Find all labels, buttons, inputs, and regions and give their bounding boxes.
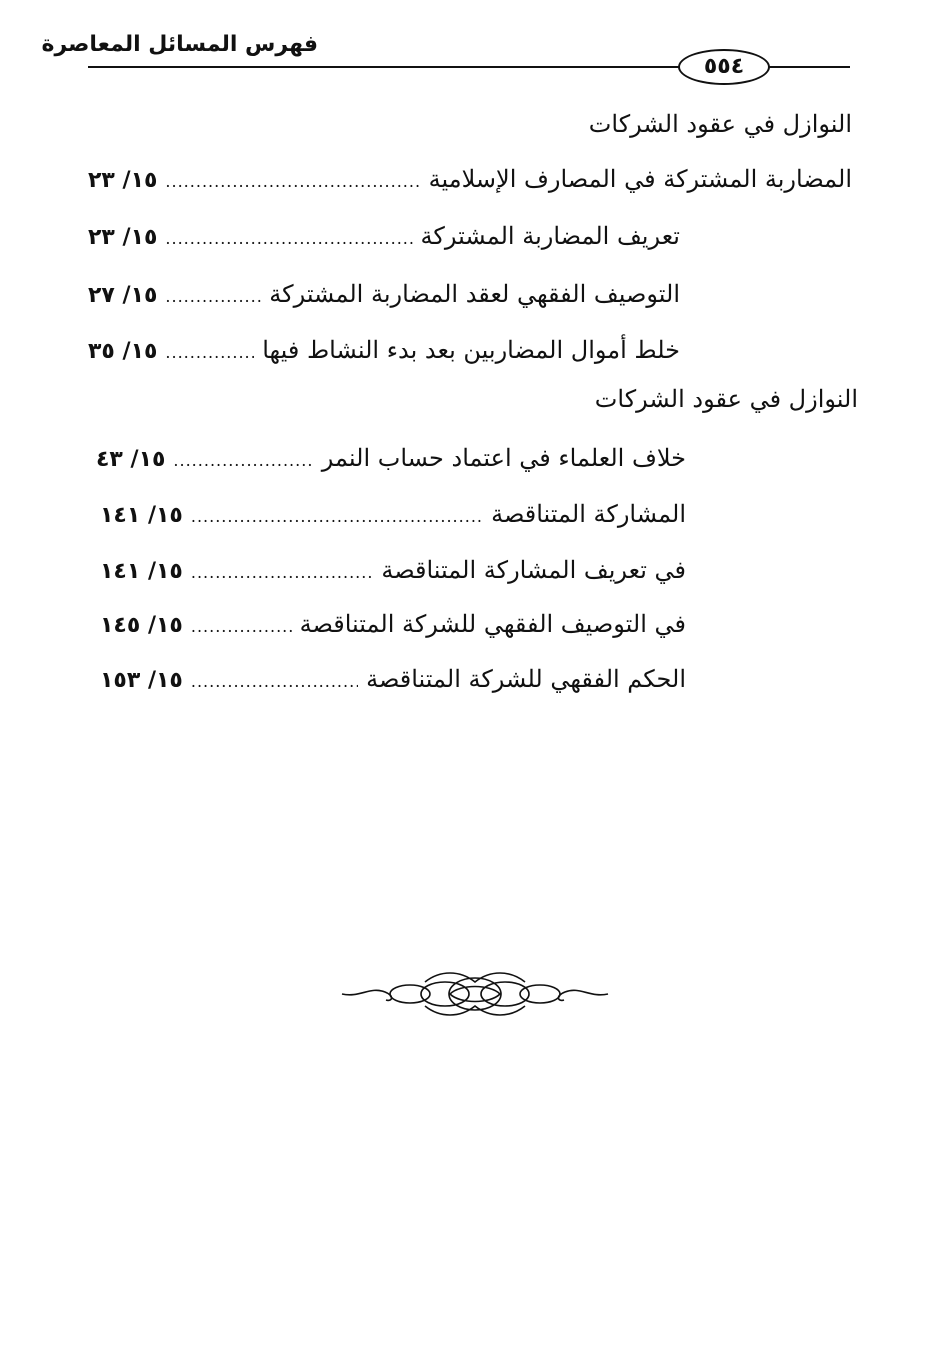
entry-reference: ١٥/ ٤٣	[96, 447, 166, 472]
leader-dots	[165, 172, 420, 191]
entry-reference: ١٥/ ١٤١	[100, 559, 183, 584]
index-entry	[88, 336, 680, 372]
index-entry	[100, 556, 686, 592]
index-entry	[96, 444, 686, 480]
entry-text: المضاربة المشتركة في المصارف الإسلامية	[428, 165, 852, 193]
entry-text: تعريف المضاربة المشتركة	[420, 222, 680, 250]
leader-dots	[165, 287, 261, 306]
entry-reference: ١٥/ ٣٥	[88, 339, 158, 364]
section-heading: النوازل في عقود الشركات	[594, 385, 858, 413]
index-entry	[88, 165, 852, 201]
entry-text: خلط أموال المضاربين بعد بدء النشاط فيها	[262, 336, 680, 364]
decorative-divider-icon	[340, 968, 610, 1018]
leader-dots	[173, 451, 313, 470]
leader-dots	[191, 672, 358, 691]
index-entry	[100, 610, 686, 646]
index-entry	[100, 665, 686, 701]
leader-dots	[191, 617, 292, 636]
running-header-title: فهرس المسائل المعاصرة	[41, 32, 318, 57]
index-entry	[88, 222, 680, 258]
entry-reference: ١٥/ ١٥٣	[100, 668, 183, 693]
entry-text: المشاركة المتناقصة	[491, 500, 686, 528]
entry-reference: ١٥/ ٢٣	[88, 225, 158, 250]
entry-reference: ١٥/ ٢٣	[88, 168, 158, 193]
leader-dots	[191, 507, 483, 526]
entry-text: خلاف العلماء في اعتماد حساب النمر	[321, 444, 686, 472]
leader-dots	[191, 563, 373, 582]
entry-text: في تعريف المشاركة المتناقصة	[381, 556, 686, 584]
entry-reference: ١٥/ ١٤١	[100, 503, 183, 528]
entry-text: التوصيف الفقهي لعقد المضاربة المشتركة	[269, 280, 680, 308]
entry-reference: ١٥/ ١٤٥	[100, 613, 183, 638]
page-number: ٥٥٤	[678, 49, 770, 85]
index-entry	[88, 280, 680, 316]
section-heading: النوازل في عقود الشركات	[588, 110, 852, 138]
entry-reference: ١٥/ ٢٧	[88, 283, 158, 308]
leader-dots	[165, 343, 254, 362]
entry-text: الحكم الفقهي للشركة المتناقصة	[366, 665, 686, 693]
leader-dots	[165, 229, 412, 248]
entry-text: في التوصيف الفقهي للشركة المتناقصة	[299, 610, 686, 638]
index-entry	[100, 500, 686, 536]
